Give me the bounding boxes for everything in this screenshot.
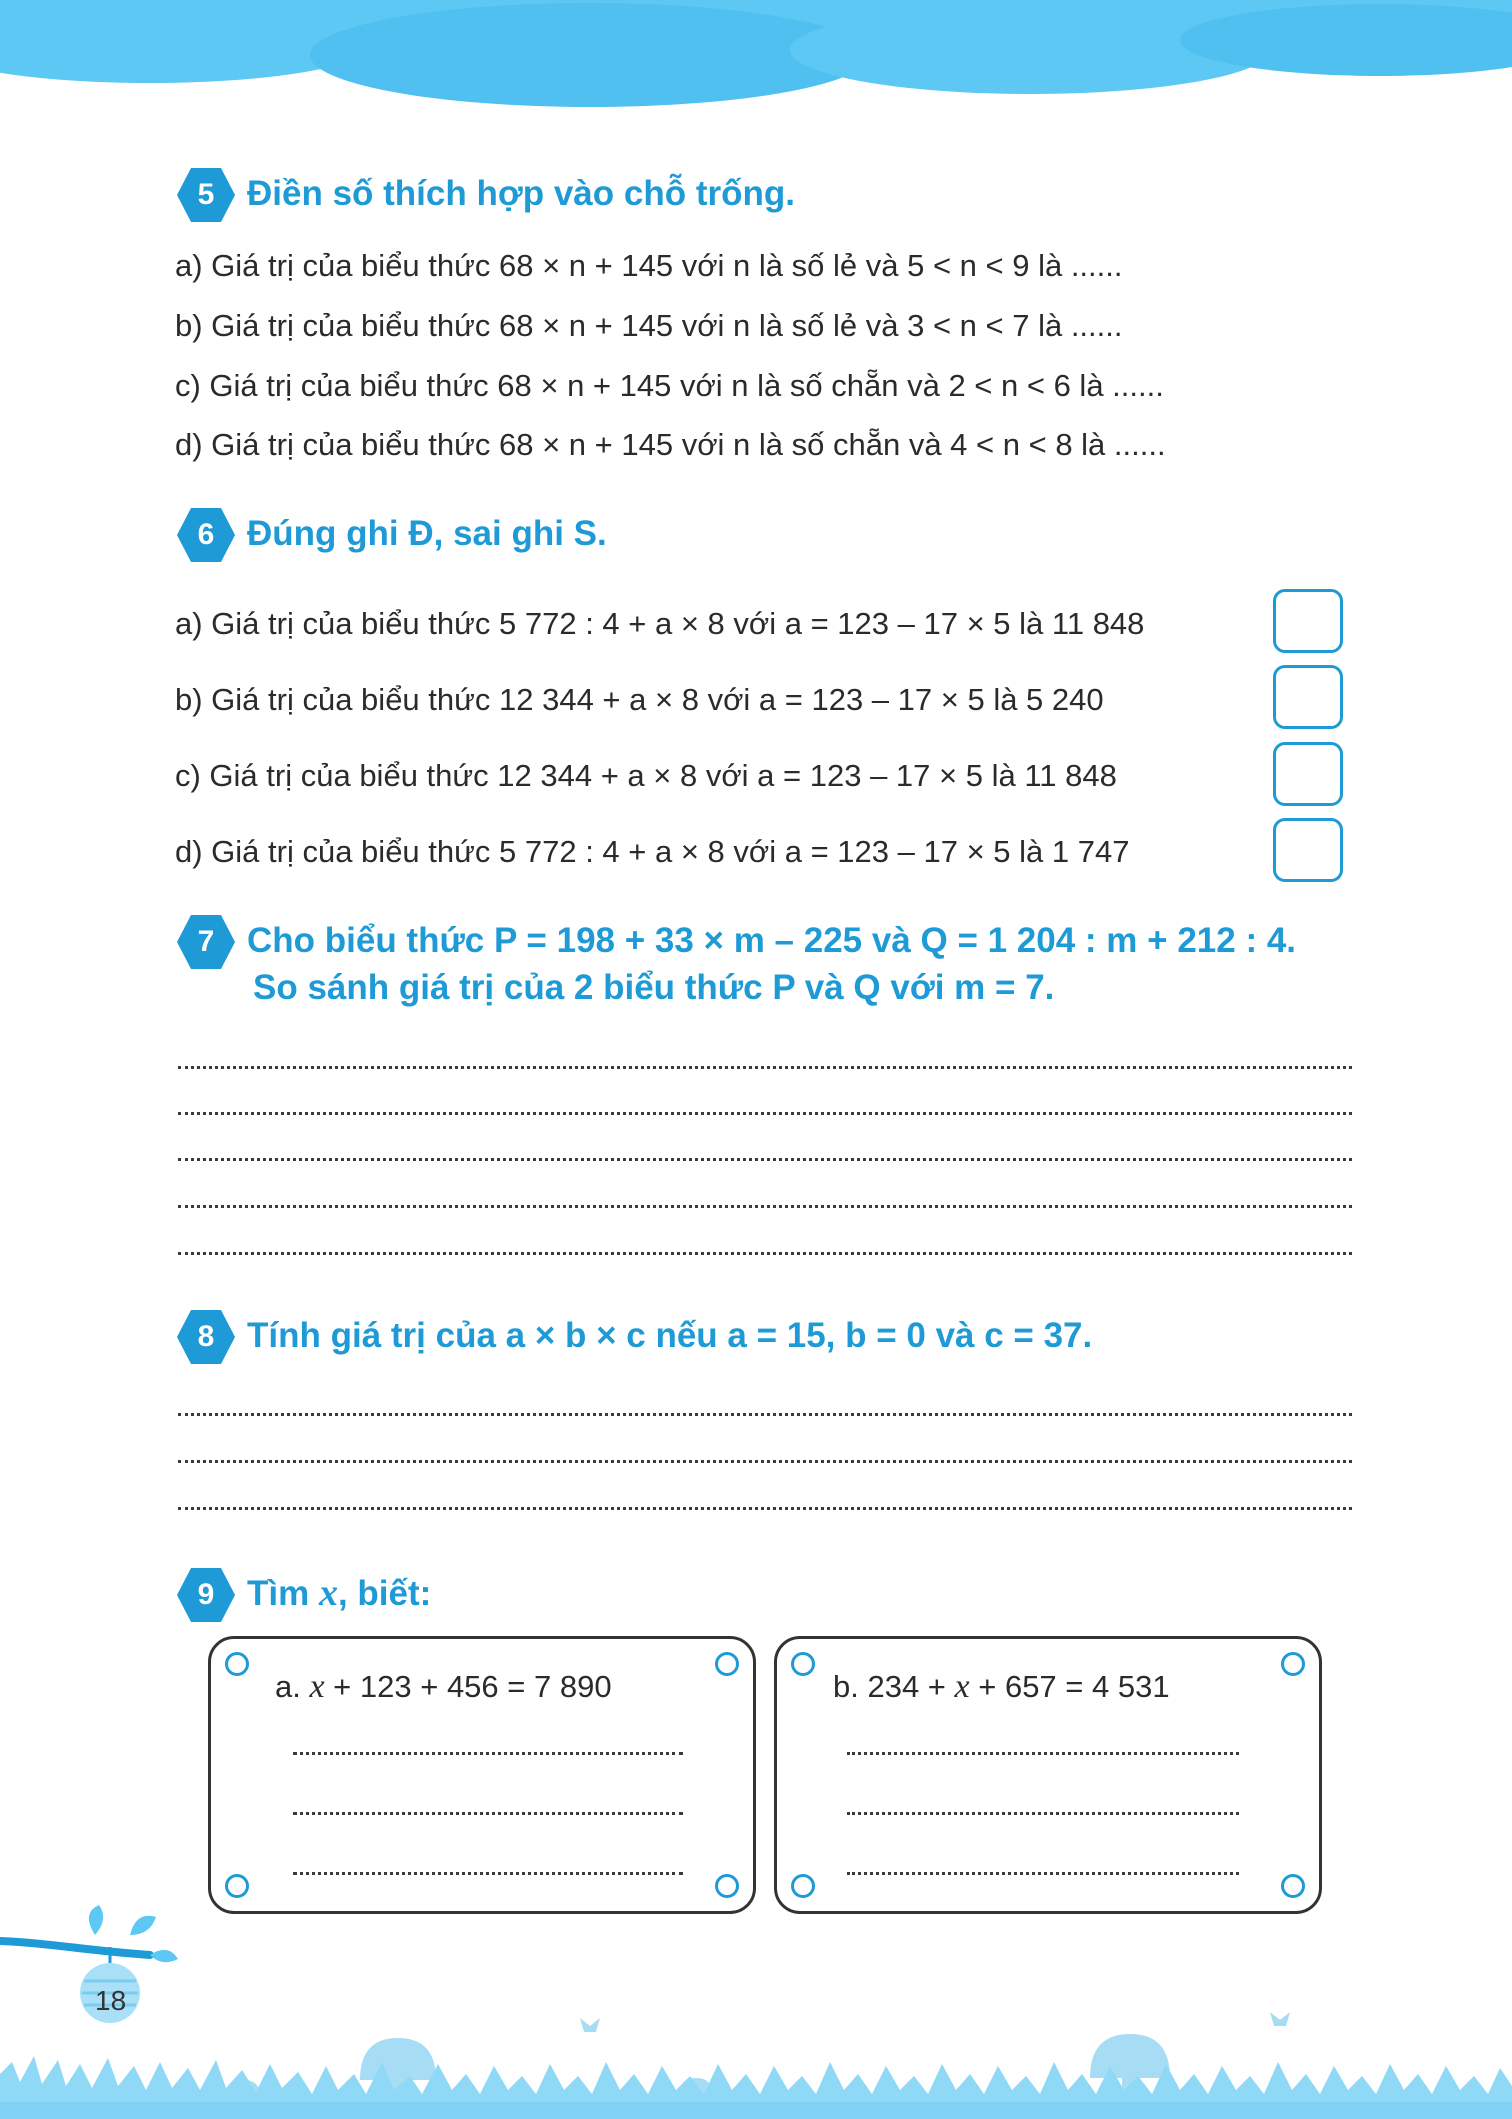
card-ring-icon: [225, 1874, 249, 1898]
answer-box-6d[interactable]: [1273, 818, 1343, 882]
exercise-card-a: [208, 1636, 756, 1914]
task-7-title-line-2: So sánh giá trị của 2 biểu thức P và Q với m = 7.: [253, 968, 1055, 1007]
answer-line[interactable]: [178, 1066, 1352, 1069]
task-5-item-c: c) Giá trị của biểu thức 68 × n + 145 với n là số chẵn và 2 < n < 6 là ......: [175, 368, 1164, 403]
answer-line[interactable]: [847, 1752, 1239, 1755]
task-7-title-line-1: Cho biểu thức P = 198 + 33 × m – 225 và Q = 1 204 : m + 212 : 4.: [247, 921, 1297, 960]
answer-line[interactable]: [293, 1812, 683, 1815]
answer-line[interactable]: [178, 1205, 1352, 1208]
task-7-title: [247, 917, 1296, 1011]
task-5-header: [175, 166, 795, 224]
task-8-header: [175, 1308, 1092, 1366]
task-5-title: Điền số thích hợp vào chỗ trống.: [247, 174, 795, 213]
equation-b: b. 234 + x + 657 = 4 531: [833, 1668, 1170, 1705]
answer-line[interactable]: [178, 1413, 1352, 1416]
variable-x: x: [309, 1668, 325, 1705]
card-ring-icon: [791, 1652, 815, 1676]
answer-line[interactable]: [178, 1252, 1352, 1255]
answer-line[interactable]: [178, 1112, 1352, 1115]
task-8-title: Tính giá trị của a × b × c nếu a = 15, b = 0 và c = 37.: [247, 1316, 1093, 1355]
equation-a: a. x + 123 + 456 = 7 890: [275, 1668, 612, 1705]
answer-line[interactable]: [178, 1507, 1352, 1510]
task-9-title-text: Tìm: [247, 1574, 319, 1613]
task-6-item-b: b) Giá trị của biểu thức 12 344 + a × 8 với a = 123 – 17 × 5 là 5 240: [175, 682, 1104, 717]
card-ring-icon: [1281, 1652, 1305, 1676]
task-5-number-badge: 5: [175, 166, 237, 224]
card-ring-icon: [1281, 1874, 1305, 1898]
task-9-number-badge: 9: [175, 1566, 237, 1624]
variable-x: x: [318, 1572, 338, 1614]
task-5-item-d: d) Giá trị của biểu thức 68 × n + 145 với n là số chẵn và 4 < n < 8 là ......: [175, 427, 1166, 462]
card-ring-icon: [715, 1874, 739, 1898]
task-6-title: Đúng ghi Đ, sai ghi S.: [247, 514, 607, 553]
task-5-item-a: a) Giá trị của biểu thức 68 × n + 145 với n là số lẻ và 5 < n < 9 là ......: [175, 248, 1123, 283]
answer-box-6a[interactable]: [1273, 589, 1343, 653]
task-7-number-badge: 7: [175, 913, 237, 971]
answer-line[interactable]: [293, 1872, 683, 1875]
task-8-number-badge: 8: [175, 1308, 237, 1366]
task-9-title: [247, 1570, 431, 1617]
answer-line[interactable]: [178, 1460, 1352, 1463]
task-6-number-badge: 6: [175, 506, 237, 564]
answer-line[interactable]: [293, 1752, 683, 1755]
task-6-item-d: d) Giá trị của biểu thức 5 772 : 4 + a × 8 với a = 123 – 17 × 5 là 1 747: [175, 834, 1130, 869]
answer-box-6b[interactable]: [1273, 665, 1343, 729]
card-ring-icon: [225, 1652, 249, 1676]
variable-x: x: [954, 1668, 970, 1705]
card-ring-icon: [715, 1652, 739, 1676]
task-9-title-text-end: , biết:: [337, 1574, 432, 1613]
answer-line[interactable]: [847, 1812, 1239, 1815]
exercise-card-b: [774, 1636, 1322, 1914]
answer-line[interactable]: [847, 1872, 1239, 1875]
task-9-header: [175, 1566, 431, 1624]
card-ring-icon: [791, 1874, 815, 1898]
task-6-header: [175, 506, 607, 564]
cloud-header-decoration: [0, 0, 1512, 120]
page-number: 18: [95, 1985, 127, 2016]
answer-line[interactable]: [178, 1158, 1352, 1161]
task-7-header: [175, 913, 1296, 1011]
task-5-item-b: b) Giá trị của biểu thức 68 × n + 145 với n là số lẻ và 3 < n < 7 là ......: [175, 308, 1123, 343]
answer-box-6c[interactable]: [1273, 742, 1343, 806]
task-6-item-a: a) Giá trị của biểu thức 5 772 : 4 + a × 8 với a = 123 – 17 × 5 là 11 848: [175, 606, 1145, 641]
grass-footer-decoration: [0, 1990, 1512, 2119]
task-6-item-c: c) Giá trị của biểu thức 12 344 + a × 8 với a = 123 – 17 × 5 là 11 848: [175, 758, 1117, 793]
